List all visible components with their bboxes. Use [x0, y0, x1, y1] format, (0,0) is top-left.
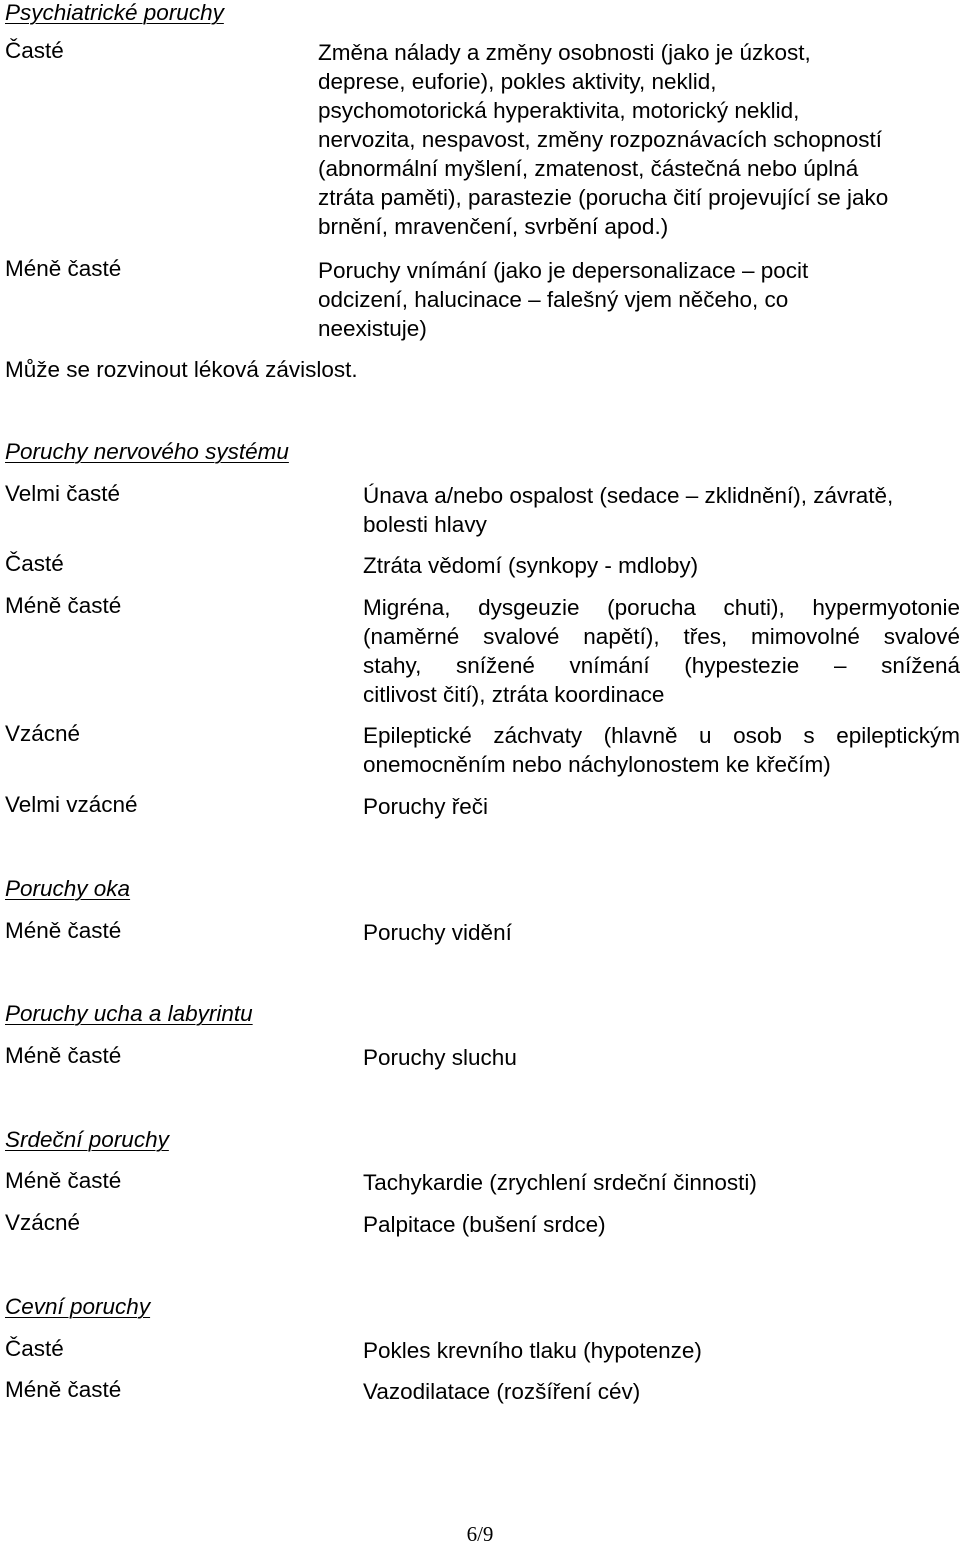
frequency-label: Méně časté [5, 1168, 122, 1193]
frequency-label: Vzácné [5, 1210, 81, 1235]
section-heading-eye: Poruchy oka [5, 876, 131, 901]
frequency-label: Méně časté [5, 593, 122, 618]
effect-description: Únava a/nebo ospalost (sedace – zklidnění), závratě, bolesti hlavy [363, 483, 894, 537]
effect-description: Palpitace (bušení srdce) [363, 1212, 606, 1237]
effect-description: Poruchy vidění [363, 920, 512, 945]
effect-description: Změna nálady a změny osobnosti (jako je úzkost, deprese, euforie), pokles aktivity, neklid, psychomotorická hyperaktivita, motorický neklid, nervozita, nespavost, změny rozpoznávacích schopností (abnormální myšlení, zmatenost, částečná nebo úplná ztráta paměti), parastezie (porucha čití projevující se jako brnění, mravenčení, svrbění apod.) [318, 40, 889, 239]
section-heading-vascular: Cevní poruchy [5, 1294, 151, 1319]
effect-description: Poruchy vnímání (jako je depersonalizace – pocit odcizení, halucinace – falešný vjem něčeho, co neexistuje) [318, 258, 809, 341]
effect-description: Epileptické záchvaty (hlavně u osob s epileptickým onemocněním nebo náchylonostem ke křečím) [363, 723, 960, 777]
section-heading-ear: Poruchy ucha a labyrintu [5, 1001, 253, 1026]
frequency-label: Méně časté [5, 918, 122, 943]
frequency-label: Méně časté [5, 1043, 122, 1068]
effect-description: Tachykardie (zrychlení srdeční činnosti) [363, 1170, 757, 1195]
effect-description: Poruchy řeči [363, 794, 489, 819]
section-heading-nervous: Poruchy nervového systému [5, 439, 289, 464]
frequency-label: Vzácné [5, 721, 81, 746]
frequency-label: Časté [5, 551, 64, 576]
effect-description: Pokles krevního tlaku (hypotenze) [363, 1338, 702, 1363]
dependence-note: Může se rozvinout léková závislost. [5, 357, 358, 382]
frequency-label: Méně časté [5, 1377, 122, 1402]
section-heading-cardiac: Srdeční poruchy [5, 1127, 169, 1152]
frequency-label: Méně časté [5, 256, 122, 281]
frequency-label: Časté [5, 38, 64, 63]
frequency-label: Velmi časté [5, 481, 121, 506]
page-number: 6/9 [466, 1522, 494, 1546]
frequency-label: Časté [5, 1336, 64, 1361]
effect-description: Ztráta vědomí (synkopy - mdloby) [363, 553, 699, 578]
effect-description: Migréna, dysgeuzie (porucha chuti), hypermyotonie (naměrné svalové napětí), třes, mimovolné svalové stahy, snížené vnímání (hypestezie – snížená citlivost čití), ztráta koordinace [363, 595, 960, 707]
effect-description: Vazodilatace (rozšíření cév) [363, 1379, 641, 1404]
section-heading-psychiatric: Psychiatrické poruchy [5, 0, 224, 25]
effect-description: Poruchy sluchu [363, 1045, 517, 1070]
frequency-label: Velmi vzácné [5, 792, 138, 817]
